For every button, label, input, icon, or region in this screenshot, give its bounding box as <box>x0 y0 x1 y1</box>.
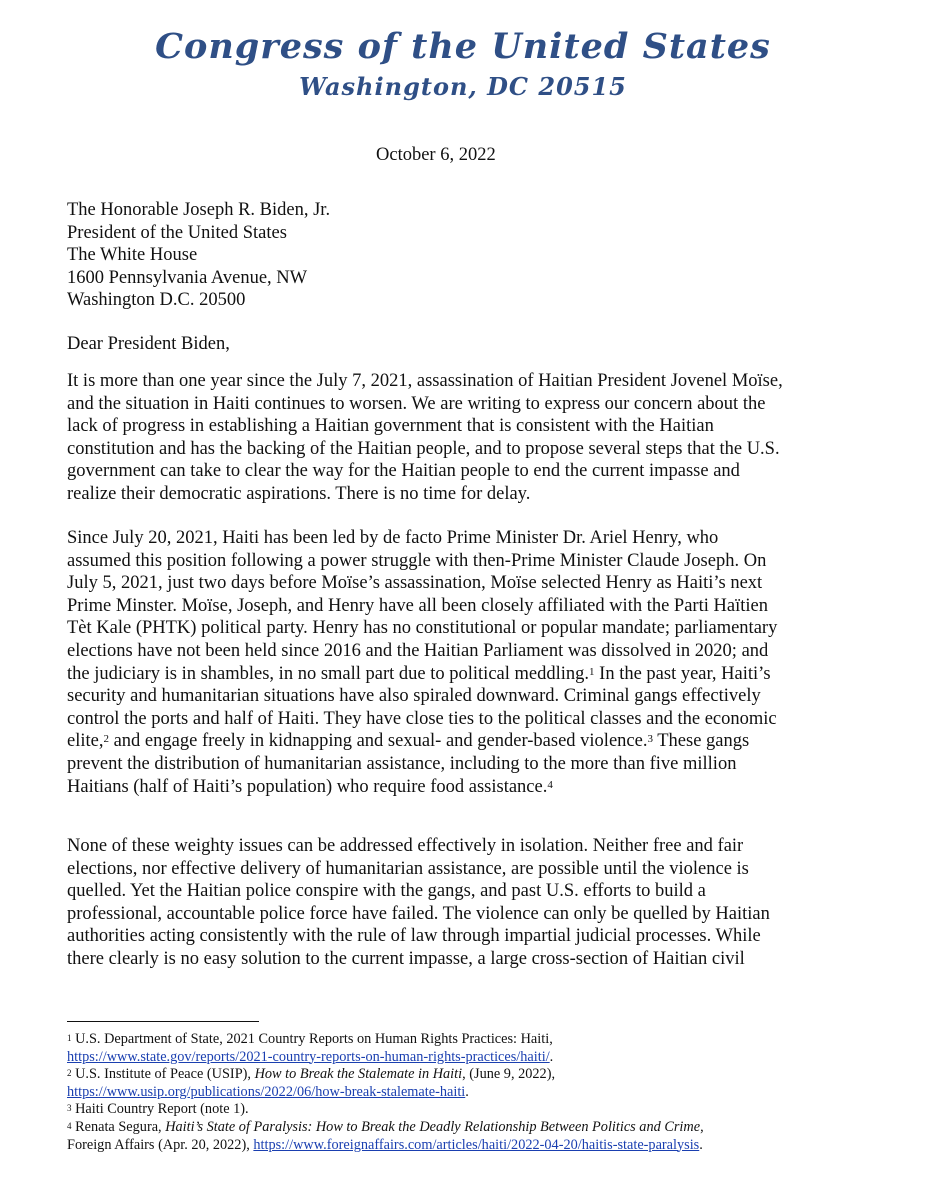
footnote-ref[interactable]: 2 <box>103 733 109 746</box>
paragraph-1 <box>67 370 867 506</box>
footnote-period: . <box>549 1048 554 1065</box>
footnote-3 <box>67 1101 704 1119</box>
letterhead-title: Congress of the United States <box>155 26 771 67</box>
text-line: constitution and has the backing of the Haitian people, and to propose several steps that the U.S. <box>67 438 780 459</box>
text-line: and the situation in Haiti continues to worsen. We are writing to express our concern about the <box>67 393 766 414</box>
address-line: Washington D.C. 20500 <box>67 290 246 310</box>
address-line: The White House <box>67 245 198 265</box>
footnote-divider <box>67 1021 259 1022</box>
text-line: lack of progress in establishing a Haitian government that is consistent with the Haitian <box>67 416 714 437</box>
footnote-4-url-line <box>67 1137 704 1155</box>
address-line: President of the United States <box>67 222 287 243</box>
address-line: The Honorable Joseph R. Biden, Jr. <box>67 200 331 220</box>
text-line <box>67 663 867 686</box>
footnote-text: U.S. Department of State, 2021 Country Reports on Human Rights Practices: Haiti, <box>75 1031 553 1047</box>
footnote-text: , <box>700 1118 704 1135</box>
footnote-ref[interactable]: 4 <box>547 778 553 791</box>
footnote-link[interactable]: https://www.state.gov/reports/2021-country-reports-on-human-rights-practices/haiti/ <box>67 1048 550 1065</box>
footnote-period: . <box>699 1136 703 1153</box>
footnote-period: . <box>465 1083 469 1100</box>
footnote-link[interactable]: https://www.usip.org/publications/2022/06/how-break-stalemate-haiti <box>67 1083 466 1100</box>
text-line: None of these weighty issues can be addressed effectively in isolation. Neither free and fair <box>67 836 744 856</box>
recipient-address <box>67 199 330 312</box>
text-line: professional, accountable police force have failed. The violence can only be quelled by Haitian <box>67 903 770 924</box>
text-line: security and humanitarian situations have also spiraled downward. Criminal gangs effectively <box>67 686 761 707</box>
text-line: authorities acting consistently with the rule of law through impartial judicial processes. While <box>67 926 761 947</box>
footnote-2 <box>67 1066 704 1084</box>
text-line: elections, nor effective delivery of humanitarian assistance, are possible until the violence is <box>67 858 749 879</box>
text-line <box>67 776 867 799</box>
footnotes <box>67 1031 704 1154</box>
text-line: Prime Minster. Moïse, Joseph, and Henry have all been closely affiliated with the Parti Haïtien <box>67 595 768 616</box>
footnote-ref[interactable]: 3 <box>647 733 653 746</box>
footnote-text: Foreign Affairs (Apr. 20, 2022), <box>67 1136 254 1153</box>
footnote-1-url-line <box>67 1049 704 1067</box>
text-line: elections have not been held since 2016 and the Haitian Parliament was dissolved in 2020; and <box>67 640 769 661</box>
footnote-1 <box>67 1031 704 1049</box>
footnote-number: 4 <box>67 1120 72 1131</box>
text-run: and engage freely in kidnapping and sexual- and gender-based violence. <box>108 731 648 752</box>
text-run: the judiciary is in shambles, in no small part due to political meddling. <box>67 663 590 684</box>
salutation: Dear President Biden, <box>67 334 230 354</box>
text-line: control the ports and half of Haiti. They have close ties to the political classes and the economic <box>67 708 777 729</box>
footnote-title: How to Break the Stalemate in Haiti <box>254 1066 463 1083</box>
footnote-text: U.S. Institute of Peace (USIP), <box>75 1066 255 1083</box>
letterhead-subtitle: Washington, DC 20515 <box>299 72 627 101</box>
text-run: These gangs <box>652 731 750 752</box>
footnote-link[interactable]: https://www.foreignaffairs.com/articles/haiti/2022-04-20/haitis-state-paralysis <box>253 1136 700 1153</box>
text-line: Tèt Kale (PHTK) political party. Henry has no constitutional or popular mandate; parliamentary <box>67 618 778 639</box>
text-line: assumed this position following a power struggle with then-Prime Minister Claude Joseph. On <box>67 550 767 571</box>
paragraph-3 <box>67 835 867 971</box>
text-line: Since July 20, 2021, Haiti has been led by de facto Prime Minister Dr. Ariel Henry, who <box>67 528 719 548</box>
text-line: realize their democratic aspirations. There is no time for delay. <box>67 483 531 504</box>
paragraph-2 <box>67 527 867 798</box>
footnote-text: Haiti Country Report (note 1). <box>75 1101 249 1118</box>
text-line: July 5, 2021, just two days before Moïse’s assassination, Moïse selected Henry as Haiti’s next <box>67 573 763 594</box>
footnote-number: 3 <box>67 1103 72 1114</box>
text-line: government can take to clear the way for the Haitian people to end the current impasse and <box>67 461 740 482</box>
footnote-title: Haiti’s State of Paralysis: How to Break the Deadly Relationship Between Politics and Crime <box>165 1118 701 1135</box>
address-line: 1600 Pennsylvania Avenue, NW <box>67 267 308 288</box>
footnote-text: , (June 9, 2022), <box>462 1066 556 1083</box>
footnote-4 <box>67 1119 704 1137</box>
footnote-number: 2 <box>67 1068 72 1079</box>
text-line <box>67 730 867 753</box>
footnote-number: 1 <box>67 1033 72 1043</box>
footnote-2-url-line <box>67 1084 704 1102</box>
text-line: prevent the distribution of humanitarian assistance, including to the more than five million <box>67 753 737 774</box>
letter-date: October 6, 2022 <box>376 145 496 165</box>
text-line: quelled. Yet the Haitian police conspire with the gangs, and past U.S. efforts to build a <box>67 881 706 902</box>
text-run: In the past year, Haiti’s <box>594 663 771 684</box>
text-line: It is more than one year since the July 7, 2021, assassination of Haitian President Jovenel Moïse, <box>67 371 783 391</box>
footnote-text: Renata Segura, <box>75 1118 166 1135</box>
footnote-ref[interactable]: 1 <box>589 665 595 678</box>
text-line: there clearly is no easy solution to the current impasse, a large cross-section of Haitian civil <box>67 948 745 969</box>
text-run: Haitians (half of Haiti’s population) who require food assistance. <box>67 776 548 797</box>
text-run: elite, <box>67 731 104 752</box>
